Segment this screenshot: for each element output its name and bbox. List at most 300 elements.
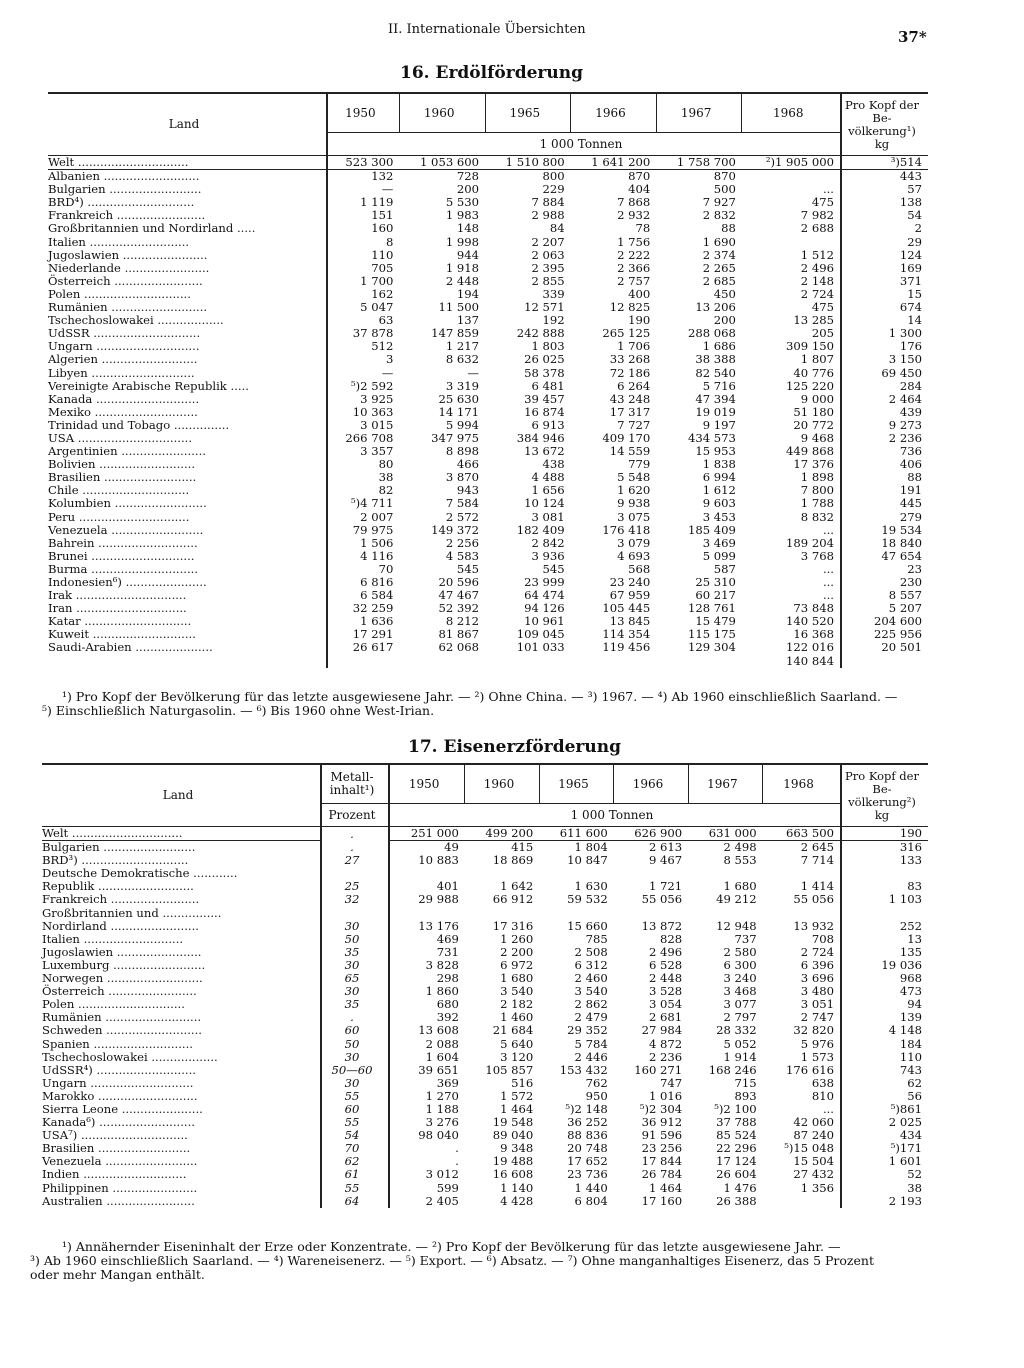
table16-value: 37 878 <box>327 327 399 340</box>
table16-value: 47 467 <box>438 588 480 603</box>
table17-value: 499 200 <box>465 827 539 841</box>
table16-body <box>48 156 928 668</box>
table16-value: 15 953 <box>695 444 736 459</box>
table17-value <box>539 907 613 920</box>
table17-value: 2 025 <box>841 1116 928 1129</box>
table17-value: 91 596 <box>641 1128 683 1143</box>
table16-value: 2 688 <box>800 221 834 236</box>
table17-value: 28 332 <box>716 1023 757 1038</box>
table17-metal-percent: 25 <box>321 880 389 893</box>
table16-country: Bahrein ........................... <box>48 535 198 550</box>
table16-value: 445 <box>841 497 928 510</box>
table16-value: 14 171 <box>438 404 480 419</box>
table16-value: 439 <box>841 406 928 419</box>
table17-value: 42 060 <box>793 1115 834 1130</box>
table16-value: 39 457 <box>524 391 565 406</box>
table16-value: 138 <box>841 196 928 209</box>
table17-value: ⁵)2 148 <box>565 1101 608 1116</box>
table17-value: 23 256 <box>641 1141 683 1156</box>
table16-value: 4 693 <box>617 548 651 563</box>
table17-value: 17 160 <box>641 1193 683 1208</box>
table16-value: 9 000 <box>800 391 834 406</box>
table16-value: 200 <box>713 313 736 328</box>
table17-value: 3 528 <box>648 984 683 999</box>
table16-value: 2 988 <box>531 208 565 223</box>
table17-country: Norwegen .......................... <box>42 971 203 986</box>
table17-value: 415 <box>511 840 534 855</box>
table17-value: 62 <box>841 1077 928 1090</box>
table16-country: Trinidad und Tobago ............... <box>48 417 230 432</box>
table16-row <box>48 419 928 432</box>
table17-metal-percent: 35 <box>321 998 389 1011</box>
table17-value: 20 748 <box>567 1141 608 1156</box>
table16-value: 73 848 <box>793 601 834 616</box>
table17-value: 83 <box>841 880 928 893</box>
table16-country: USA ............................... <box>48 430 193 445</box>
table17-value: 2 200 <box>500 944 534 959</box>
table16-value: ... <box>822 522 834 537</box>
table17-value: 19 036 <box>841 959 928 972</box>
table17-value: ⁵)171 <box>841 1142 928 1155</box>
table16-value: 52 392 <box>438 601 480 616</box>
table17-country: USA⁷) ............................. <box>42 1128 188 1143</box>
table16-value: 119 456 <box>602 640 651 655</box>
table16-country: Iran .............................. <box>48 601 187 616</box>
table16-value: 1 690 <box>702 234 736 249</box>
table17-value <box>614 907 688 920</box>
table16-value <box>571 655 657 668</box>
table17-value: 1 642 <box>500 879 534 894</box>
table16-value: 26 025 <box>524 352 565 367</box>
table16-value: 80 <box>327 458 399 471</box>
table17-value: 3 828 <box>389 959 465 972</box>
table17-value: 1 572 <box>500 1088 534 1103</box>
table16-value: 2 757 <box>617 273 651 288</box>
table17-value: 2 496 <box>648 944 683 959</box>
table17-metal-percent: 30 <box>321 1077 389 1090</box>
table16-row <box>48 550 928 563</box>
table17-year: 1968 <box>763 764 841 804</box>
table16-value: 15 <box>841 288 928 301</box>
table16-value: 1 686 <box>702 339 736 354</box>
table17-value: 251 000 <box>389 827 465 841</box>
table17-year: 1960 <box>465 764 539 804</box>
table16-value: 674 <box>841 301 928 314</box>
table16-value: 169 <box>841 262 928 275</box>
table17-value: 9 467 <box>648 853 683 868</box>
table16-value: 88 <box>841 471 928 484</box>
table16-country: Großbritannien und Nordirland ..... <box>48 221 256 236</box>
table16-value: 32 259 <box>327 602 399 615</box>
table16-value: 12 825 <box>609 300 651 315</box>
table16-country: Niederlande ....................... <box>48 260 210 275</box>
table17-value: 1 188 <box>389 1103 465 1116</box>
table17-value: 26 604 <box>716 1167 757 1182</box>
table16-value: 194 <box>456 286 480 301</box>
table16-value: 84 <box>549 221 565 236</box>
table17-value: 2 724 <box>800 944 834 959</box>
table17-value: 59 532 <box>567 892 608 907</box>
table17-value: 29 988 <box>389 893 465 906</box>
table17-value: 49 212 <box>716 892 757 907</box>
table17-value: 105 857 <box>485 1062 534 1077</box>
table16-country: BRD⁴) ............................. <box>48 195 195 210</box>
table16-value: 1 838 <box>702 457 736 472</box>
table17-country: Ungarn ............................ <box>42 1075 194 1090</box>
table16-value: 3 079 <box>617 535 651 550</box>
table16-country <box>48 655 327 668</box>
table16-value: 124 <box>841 249 928 262</box>
table17-country: Bulgarien ......................... <box>42 840 196 855</box>
table16-value: 3 469 <box>702 535 736 550</box>
table16-value: 10 124 <box>524 496 565 511</box>
table16-value: 438 <box>542 457 565 472</box>
table17-country: BRD³) ............................. <box>42 853 189 868</box>
table16-row <box>48 641 928 654</box>
table16-footnote: ¹) Pro Kopf der Bevölkerung für das letzte ausgewiesene Jahr. — ²) Ohne China. — ³) 1967. — ⁴) Ab 1960 einschließlich Saarland. — <box>62 689 898 704</box>
table16-country: Albanien .......................... <box>48 169 200 184</box>
table17-country: Polen ............................. <box>42 997 185 1012</box>
table17-value: 4 148 <box>841 1024 928 1037</box>
table16-value: 13 285 <box>793 313 834 328</box>
table16-value: 82 540 <box>695 365 736 380</box>
table16-value: 2 685 <box>702 273 736 288</box>
table16-value: ... <box>822 575 834 589</box>
table17-value: 87 240 <box>793 1128 834 1143</box>
table17-value: 18 869 <box>492 853 534 868</box>
table17-row <box>42 946 928 959</box>
table16-value: 9 468 <box>800 430 834 445</box>
table17-row <box>42 907 928 920</box>
table17-value: 2 797 <box>723 1010 757 1025</box>
table17-value: 1 680 <box>500 971 534 986</box>
table17-value: 968 <box>841 972 928 985</box>
table17-value: 17 652 <box>567 1154 608 1169</box>
table16-value: 265 125 <box>602 326 651 341</box>
table16-value: 2 832 <box>702 208 736 223</box>
table16-value: 5 530 <box>445 195 480 210</box>
table16-value: 20 501 <box>841 641 928 654</box>
table17-country: Indien ............................ <box>42 1167 187 1182</box>
table17-value: 10 847 <box>567 853 608 868</box>
table16-value: 1 119 <box>327 196 399 209</box>
table16-value: 545 <box>456 561 480 576</box>
table17-value: 1 016 <box>648 1088 683 1103</box>
table16-value: 204 600 <box>841 615 928 628</box>
table16-value: ... <box>822 588 834 603</box>
table16-value: 4 116 <box>327 550 399 563</box>
table17-value: 13 872 <box>641 918 683 933</box>
table16-value: 2 148 <box>800 273 834 288</box>
table16-value: 475 <box>811 300 834 315</box>
table16-value: 189 204 <box>786 535 834 550</box>
table17-metal-percent: 70 <box>321 1142 389 1155</box>
table17-value: 731 <box>389 946 465 959</box>
table16-value: 125 220 <box>786 378 834 393</box>
table16-value: 62 068 <box>438 640 480 655</box>
table17-value: 2 862 <box>574 997 608 1012</box>
table16-value: 409 170 <box>602 430 651 445</box>
table17-value: 1 140 <box>500 1180 534 1195</box>
table16-value: 14 <box>841 314 928 327</box>
table16-value: 13 672 <box>524 444 565 459</box>
table16-value: 7 727 <box>617 417 651 432</box>
table16-value: 7 884 <box>531 195 565 210</box>
table16-row <box>48 353 928 366</box>
table17-row <box>42 1182 928 1195</box>
table16-value: 14 559 <box>609 444 651 459</box>
table16-country: Burma ............................. <box>48 561 198 576</box>
table16-value: 1 758 700 <box>656 156 742 170</box>
table16-value: 9 273 <box>841 419 928 432</box>
table16-value: 18 840 <box>841 537 928 550</box>
table16-row <box>48 222 928 235</box>
table16-value: 67 959 <box>609 588 651 603</box>
table16-value: 9 197 <box>702 417 736 432</box>
table16-row <box>48 497 928 510</box>
table17-value: 762 <box>585 1075 608 1090</box>
table16-value: 38 388 <box>695 352 736 367</box>
table16-value <box>742 236 841 249</box>
table16-country: Tschechoslowakei .................. <box>48 313 224 328</box>
table16-country: Brasilien ......................... <box>48 470 197 485</box>
table17-value: 1 103 <box>841 893 928 906</box>
table16-value: 192 <box>542 313 565 328</box>
table16-value: 33 268 <box>609 352 651 367</box>
table17-value: 66 912 <box>492 892 534 907</box>
table17-value: 15 504 <box>793 1154 834 1169</box>
table17-country: Brasilien ......................... <box>42 1141 191 1156</box>
table17-country: Sierra Leone ...................... <box>42 1101 203 1116</box>
table16-row <box>48 249 928 262</box>
table17-country: Marokko ........................... <box>42 1088 198 1103</box>
table17-value <box>688 907 762 920</box>
table16-value: 147 859 <box>431 326 480 341</box>
table17-value: 29 352 <box>567 1023 608 1038</box>
table16-country: Saudi-Arabien ..................... <box>48 640 213 655</box>
table17-value: 88 836 <box>567 1128 608 1143</box>
table17-value: 23 736 <box>567 1167 608 1182</box>
table17-metal-percent: 55 <box>321 1182 389 1195</box>
table16-value: 114 354 <box>602 627 651 642</box>
table17-value: 369 <box>389 1077 465 1090</box>
table17-value: 1 476 <box>723 1180 757 1195</box>
table16-value: 47 394 <box>695 391 736 406</box>
table16-value: 1 706 <box>617 339 651 354</box>
table17-value: 56 <box>841 1090 928 1103</box>
table16-value: 25 630 <box>438 391 480 406</box>
table16-value: 1 788 <box>800 496 834 511</box>
table16-row <box>48 236 928 249</box>
table17-value: 2 508 <box>574 944 608 959</box>
table16-value: 404 <box>628 182 651 197</box>
table16-value: 109 045 <box>516 627 565 642</box>
table16-country: Peru .............................. <box>48 509 190 524</box>
table17-metal-percent: 54 <box>321 1129 389 1142</box>
table16-row <box>48 170 928 184</box>
table17-value: 5 640 <box>500 1036 534 1051</box>
table16-value <box>327 655 399 668</box>
table17-footnote: ³) Ab 1960 einschließlich Saarland. — ⁴) Wareneisenerz. — ⁵) Export. — ⁶) Absatz. — ⁷) Ohne manganhaltiges Eisenerz, das 5 Prozent <box>30 1253 874 1268</box>
table16-value: 3 925 <box>327 393 399 406</box>
table17-value: 6 528 <box>648 957 683 972</box>
table16-value: 8 212 <box>445 614 480 629</box>
table17-col-per-capita: Pro Kopf der Be- völkerung²) kg <box>841 764 928 827</box>
table16-footnote: ⁵) Einschließlich Naturgasolin. — ⁶) Bis 1960 ohne West-Irian. <box>42 703 435 718</box>
table16-value: ⁵)2 592 <box>327 380 399 393</box>
table16-value: 29 <box>841 236 928 249</box>
table16-value: 25 310 <box>695 575 736 589</box>
table17-metal-percent: . <box>321 827 389 841</box>
table17-value: 3 480 <box>800 984 834 999</box>
table17-year: 1966 <box>614 764 688 804</box>
table16-value: 129 304 <box>687 640 736 655</box>
table16-country: Kolumbien ......................... <box>48 496 207 511</box>
table17-value: 17 844 <box>641 1154 683 1169</box>
table17-metal-percent: 30 <box>321 1051 389 1064</box>
table17-value: 1 260 <box>500 931 534 946</box>
table16-value: 5 548 <box>617 470 651 485</box>
table16-value: 1 641 200 <box>571 156 657 170</box>
table16-value: 13 845 <box>609 614 651 629</box>
table17-value: 133 <box>841 854 928 867</box>
table16-value: 284 <box>841 380 928 393</box>
table16-value: 23 240 <box>609 575 651 589</box>
table16-row <box>48 537 928 550</box>
table17-row <box>42 893 928 906</box>
table16-value: ³)514 <box>841 156 928 170</box>
table17-body <box>42 827 928 1208</box>
table17-value: 26 784 <box>641 1167 683 1182</box>
table17-value: 37 788 <box>716 1115 757 1130</box>
table16-value: 242 888 <box>516 326 565 341</box>
table17-value: 9 348 <box>500 1141 534 1156</box>
table17-country: Venezuela ......................... <box>42 1154 198 1169</box>
table17-value: 747 <box>660 1075 683 1090</box>
table17-metal-percent: . <box>321 841 389 855</box>
table16-country: Italien ........................... <box>48 234 190 249</box>
table16-value: 1 512 <box>800 247 834 262</box>
table16-value: 148 <box>456 221 480 236</box>
table17-value: 176 616 <box>786 1062 834 1077</box>
table17-metal-percent: 55 <box>321 1116 389 1129</box>
table16-value: 23 <box>841 563 928 576</box>
table17-col-land: Land <box>42 764 321 827</box>
table16-country: Venezuela ......................... <box>48 522 204 537</box>
table16-value: 137 <box>456 313 480 328</box>
table16-value: 7 982 <box>800 208 834 223</box>
table16-value: 185 409 <box>687 522 736 537</box>
table16-value: 279 <box>841 511 928 524</box>
table17-value: 316 <box>841 841 928 855</box>
table17-value: 1 860 <box>389 985 465 998</box>
table17-value: ⁵)2 100 <box>714 1101 757 1116</box>
table16-value: 3 075 <box>617 509 651 524</box>
table17-country: Australien ........................ <box>42 1193 195 1208</box>
table17-value: 89 040 <box>492 1128 534 1143</box>
table17-value: 434 <box>841 1129 928 1142</box>
table16-country: Argentinien ....................... <box>48 444 206 459</box>
table17-value: 1 604 <box>389 1051 465 1064</box>
table16-value: 568 <box>628 561 651 576</box>
table17-metal-percent: . <box>321 1011 389 1024</box>
table16-value: 309 150 <box>786 339 834 354</box>
table16-value: 1 510 800 <box>485 156 571 170</box>
table17-value: 743 <box>841 1064 928 1077</box>
table16-value: 6 481 <box>531 378 565 393</box>
table16-value: 870 <box>628 169 651 184</box>
table16-value: 3 936 <box>531 548 565 563</box>
table16-value: — <box>327 183 399 196</box>
table17-value: 36 252 <box>567 1115 608 1130</box>
table17-metal-percent: 65 <box>321 972 389 985</box>
table17-value: 392 <box>389 1011 465 1024</box>
table17-value: 6 300 <box>723 957 757 972</box>
table16-value: 82 <box>327 484 399 497</box>
table16-value: 2 855 <box>531 273 565 288</box>
table16-value: 4 488 <box>531 470 565 485</box>
table17-value: 1 914 <box>723 1049 757 1064</box>
table17-value: 4 428 <box>500 1193 534 1208</box>
table17-value: 22 296 <box>716 1141 757 1156</box>
table16-value: 1 998 <box>445 234 480 249</box>
table17-value: 94 <box>841 998 928 1011</box>
table16-value: 1 983 <box>445 208 480 223</box>
table16-country: Österreich ........................ <box>48 273 203 288</box>
table17-col-metal: Metall- inhalt¹) <box>321 764 389 804</box>
table16-year: 1950 <box>327 93 399 133</box>
table16-country: Irak .............................. <box>48 588 187 603</box>
table16-value: 225 956 <box>841 628 928 641</box>
table17-value: 27 984 <box>641 1023 683 1038</box>
table16-row <box>48 393 928 406</box>
table17-metal-percent: 32 <box>321 893 389 906</box>
table17-value <box>841 907 928 920</box>
table17-row <box>42 1195 928 1208</box>
table17-metal-percent: 60 <box>321 1103 389 1116</box>
table17-value: 1 460 <box>500 1010 534 1025</box>
table16-value: 43 248 <box>609 391 651 406</box>
table16-value: 2 496 <box>800 260 834 275</box>
table16-title: 16. Erdölförderung <box>400 63 583 83</box>
table16-value: 15 479 <box>695 614 736 629</box>
table16-value: 70 <box>327 563 399 576</box>
table17-value: 1 804 <box>574 840 608 855</box>
table17-value: 626 900 <box>614 827 688 841</box>
table16-row <box>48 275 928 288</box>
table16-value: 8 832 <box>800 509 834 524</box>
table17-value: 19 548 <box>492 1115 534 1130</box>
table16-value: 19 019 <box>695 404 736 419</box>
table16-value: 151 <box>327 209 399 222</box>
table16-country: Bulgarien ......................... <box>48 182 202 197</box>
table16-year: 1967 <box>656 93 742 133</box>
table16-col-land: Land <box>48 93 327 156</box>
table17-country: Nordirland ........................ <box>42 918 199 933</box>
table16-value: 229 <box>542 182 565 197</box>
table17-value <box>763 1195 841 1208</box>
table16-country: Mexiko ............................ <box>48 404 198 419</box>
table17-value: 1 464 <box>500 1101 534 1116</box>
table17-value: 2 498 <box>723 840 757 855</box>
table17-metal-percent: 61 <box>321 1168 389 1181</box>
table17-value: 715 <box>734 1075 757 1090</box>
table17-value: 12 948 <box>716 918 757 933</box>
table17-value: 190 <box>841 827 928 841</box>
table17-value: 135 <box>841 946 928 959</box>
table17-value: 599 <box>389 1182 465 1195</box>
table17-metal-percent: 30 <box>321 920 389 933</box>
